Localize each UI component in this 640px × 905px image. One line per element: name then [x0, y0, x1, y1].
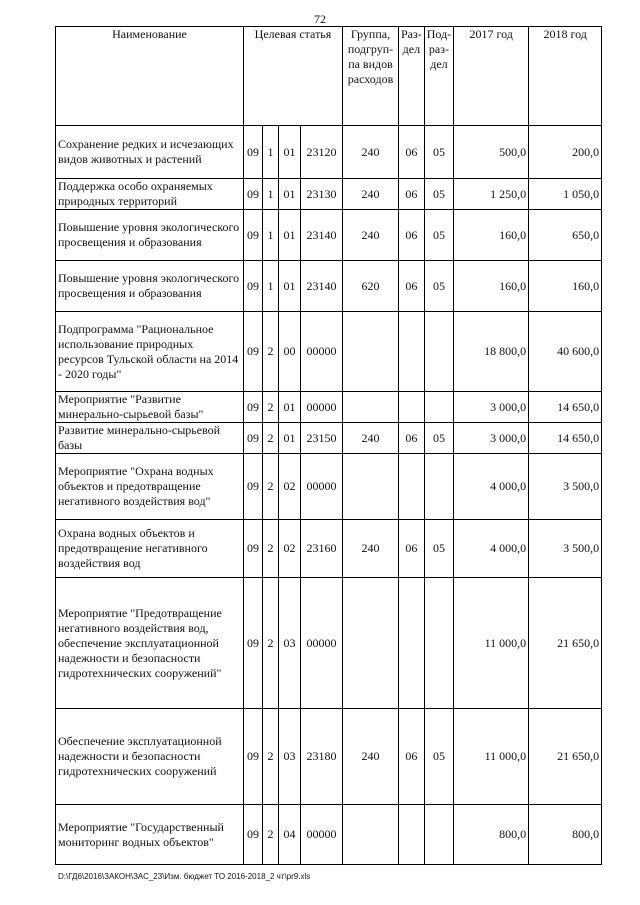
- cell-y2017: 4 000,0: [454, 454, 529, 520]
- file-path-footer: D:\ГД6\2016\ЗАКОН\ЗАС_23\Изм. бюджет ТО 2016-2018_2 чт\pr9.xls: [58, 872, 311, 881]
- cell-group: 240: [343, 423, 399, 454]
- cell-subsection: 05: [424, 210, 453, 261]
- header-group: Группа, подгруп-па видов расходов: [343, 27, 399, 126]
- cell-c1: 09: [244, 210, 263, 261]
- cell-c2: 2: [263, 578, 279, 709]
- cell-subsection: [424, 392, 453, 423]
- cell-name: Сохранение редких и исчезающих видов животных и растений: [56, 126, 244, 179]
- cell-group: 240: [343, 179, 399, 210]
- cell-name: Мероприятие "Государственный мониторинг водных объектов": [56, 805, 244, 865]
- table-row: [56, 805, 602, 865]
- cell-group: 240: [343, 709, 399, 805]
- cell-c1: 09: [244, 126, 263, 179]
- cell-section: 06: [399, 423, 425, 454]
- cell-subsection: [424, 454, 453, 520]
- cell-y2017: 3 000,0: [454, 423, 529, 454]
- cell-y2017: 3 000,0: [454, 392, 529, 423]
- cell-y2018: 200,0: [529, 126, 602, 179]
- cell-c2: 2: [263, 312, 279, 392]
- table-row: [56, 454, 602, 520]
- cell-subsection: 05: [424, 179, 453, 210]
- cell-section: [399, 578, 425, 709]
- cell-name: Мероприятие "Предотвращение негативного воздействия вод, обеспечение эксплуатационной надежности и безопасности гидротехнических сооружений": [56, 578, 244, 709]
- cell-c2: 1: [263, 261, 279, 312]
- cell-c1: 09: [244, 261, 263, 312]
- cell-c3: 02: [279, 520, 301, 578]
- cell-c3: 00: [279, 312, 301, 392]
- cell-y2018: 650,0: [529, 210, 602, 261]
- table-row: [56, 520, 602, 578]
- cell-group: [343, 454, 399, 520]
- cell-c4: 23150: [301, 423, 343, 454]
- cell-c3: 01: [279, 261, 301, 312]
- cell-subsection: 05: [424, 423, 453, 454]
- cell-subsection: [424, 578, 453, 709]
- header-name: Наименование: [56, 27, 244, 126]
- cell-y2017: 500,0: [454, 126, 529, 179]
- cell-y2017: 160,0: [454, 210, 529, 261]
- cell-c2: 2: [263, 709, 279, 805]
- table-row: [56, 423, 602, 454]
- table-header-row: [56, 27, 602, 126]
- cell-c4: 23140: [301, 261, 343, 312]
- table-row: [56, 126, 602, 179]
- header-section: Раз-дел: [399, 27, 425, 126]
- table-row: [56, 179, 602, 210]
- cell-section: [399, 454, 425, 520]
- cell-c1: 09: [244, 423, 263, 454]
- cell-y2017: 11 000,0: [454, 709, 529, 805]
- header-target-article: Целевая статья: [244, 27, 343, 126]
- cell-c3: 03: [279, 709, 301, 805]
- cell-y2017: 160,0: [454, 261, 529, 312]
- cell-c4: 23140: [301, 210, 343, 261]
- cell-name: Подпрограмма "Рациональное использование природных ресурсов Тульской области на 2014 - 2020 годы": [56, 312, 244, 392]
- cell-group: [343, 805, 399, 865]
- cell-subsection: 05: [424, 261, 453, 312]
- cell-subsection: 05: [424, 520, 453, 578]
- cell-c1: 09: [244, 454, 263, 520]
- cell-c1: 09: [244, 312, 263, 392]
- table-row: [56, 210, 602, 261]
- cell-c1: 09: [244, 805, 263, 865]
- cell-c2: 2: [263, 423, 279, 454]
- cell-c4: 23120: [301, 126, 343, 179]
- cell-section: 06: [399, 709, 425, 805]
- cell-c3: 01: [279, 126, 301, 179]
- cell-name: Мероприятие "Развитие минерально-сырьевой базы": [56, 392, 244, 423]
- cell-section: [399, 392, 425, 423]
- cell-section: 06: [399, 210, 425, 261]
- cell-section: [399, 312, 425, 392]
- cell-group: [343, 392, 399, 423]
- cell-c3: 01: [279, 179, 301, 210]
- cell-y2017: 800,0: [454, 805, 529, 865]
- cell-c4: 23130: [301, 179, 343, 210]
- cell-subsection: [424, 805, 453, 865]
- cell-c1: 09: [244, 520, 263, 578]
- cell-c3: 01: [279, 392, 301, 423]
- cell-c2: 2: [263, 520, 279, 578]
- table-row: [56, 578, 602, 709]
- cell-y2018: 14 650,0: [529, 423, 602, 454]
- cell-y2018: 14 650,0: [529, 392, 602, 423]
- table-row: [56, 709, 602, 805]
- cell-y2018: 800,0: [529, 805, 602, 865]
- cell-section: 06: [399, 179, 425, 210]
- cell-y2018: 1 050,0: [529, 179, 602, 210]
- page-number: 72: [314, 12, 326, 26]
- cell-c1: 09: [244, 179, 263, 210]
- cell-c2: 1: [263, 179, 279, 210]
- cell-c3: 04: [279, 805, 301, 865]
- cell-y2018: 21 650,0: [529, 709, 602, 805]
- cell-c3: 03: [279, 578, 301, 709]
- cell-c2: 2: [263, 805, 279, 865]
- cell-group: 240: [343, 520, 399, 578]
- cell-name: Мероприятие "Охрана водных объектов и предотвращение негативного воздействия вод": [56, 454, 244, 520]
- table-row: [56, 312, 602, 392]
- cell-c1: 09: [244, 578, 263, 709]
- cell-c4: 00000: [301, 312, 343, 392]
- cell-group: 240: [343, 126, 399, 179]
- cell-y2018: 40 600,0: [529, 312, 602, 392]
- cell-group: 240: [343, 210, 399, 261]
- cell-c3: 01: [279, 423, 301, 454]
- cell-y2018: 21 650,0: [529, 578, 602, 709]
- cell-group: [343, 312, 399, 392]
- cell-y2017: 4 000,0: [454, 520, 529, 578]
- cell-c4: 00000: [301, 578, 343, 709]
- table-row: [56, 392, 602, 423]
- cell-c4: 00000: [301, 454, 343, 520]
- cell-c4: 23180: [301, 709, 343, 805]
- cell-y2017: 11 000,0: [454, 578, 529, 709]
- cell-name: Поддержка особо охраняемых природных территорий: [56, 179, 244, 210]
- cell-c3: 02: [279, 454, 301, 520]
- cell-name: Повышение уровня экологического просвещения и образования: [56, 210, 244, 261]
- cell-c1: 09: [244, 392, 263, 423]
- cell-y2017: 18 800,0: [454, 312, 529, 392]
- budget-table: [55, 26, 602, 865]
- cell-section: 06: [399, 520, 425, 578]
- cell-group: 620: [343, 261, 399, 312]
- cell-c2: 1: [263, 210, 279, 261]
- cell-y2017: 1 250,0: [454, 179, 529, 210]
- cell-subsection: 05: [424, 709, 453, 805]
- cell-c4: 23160: [301, 520, 343, 578]
- header-subsection: Под-раз-дел: [424, 27, 453, 126]
- cell-name: Развитие минерально-сырьевой базы: [56, 423, 244, 454]
- cell-name: Охрана водных объектов и предотвращение негативного воздействия вод: [56, 520, 244, 578]
- cell-subsection: 05: [424, 126, 453, 179]
- cell-c2: 1: [263, 126, 279, 179]
- cell-group: [343, 578, 399, 709]
- cell-y2018: 3 500,0: [529, 520, 602, 578]
- cell-c2: 2: [263, 454, 279, 520]
- cell-section: 06: [399, 261, 425, 312]
- cell-y2018: 3 500,0: [529, 454, 602, 520]
- header-2017: 2017 год: [454, 27, 529, 126]
- cell-c2: 2: [263, 392, 279, 423]
- cell-c4: 00000: [301, 805, 343, 865]
- header-2018: 2018 год: [529, 27, 602, 126]
- cell-name: Повышение уровня экологического просвещения и образования: [56, 261, 244, 312]
- cell-c1: 09: [244, 709, 263, 805]
- table-row: [56, 261, 602, 312]
- cell-subsection: [424, 312, 453, 392]
- cell-c3: 01: [279, 210, 301, 261]
- cell-c4: 00000: [301, 392, 343, 423]
- cell-section: [399, 805, 425, 865]
- cell-section: 06: [399, 126, 425, 179]
- cell-name: Обеспечение эксплуатационной надежности и безопасности гидротехнических сооружений: [56, 709, 244, 805]
- cell-y2018: 160,0: [529, 261, 602, 312]
